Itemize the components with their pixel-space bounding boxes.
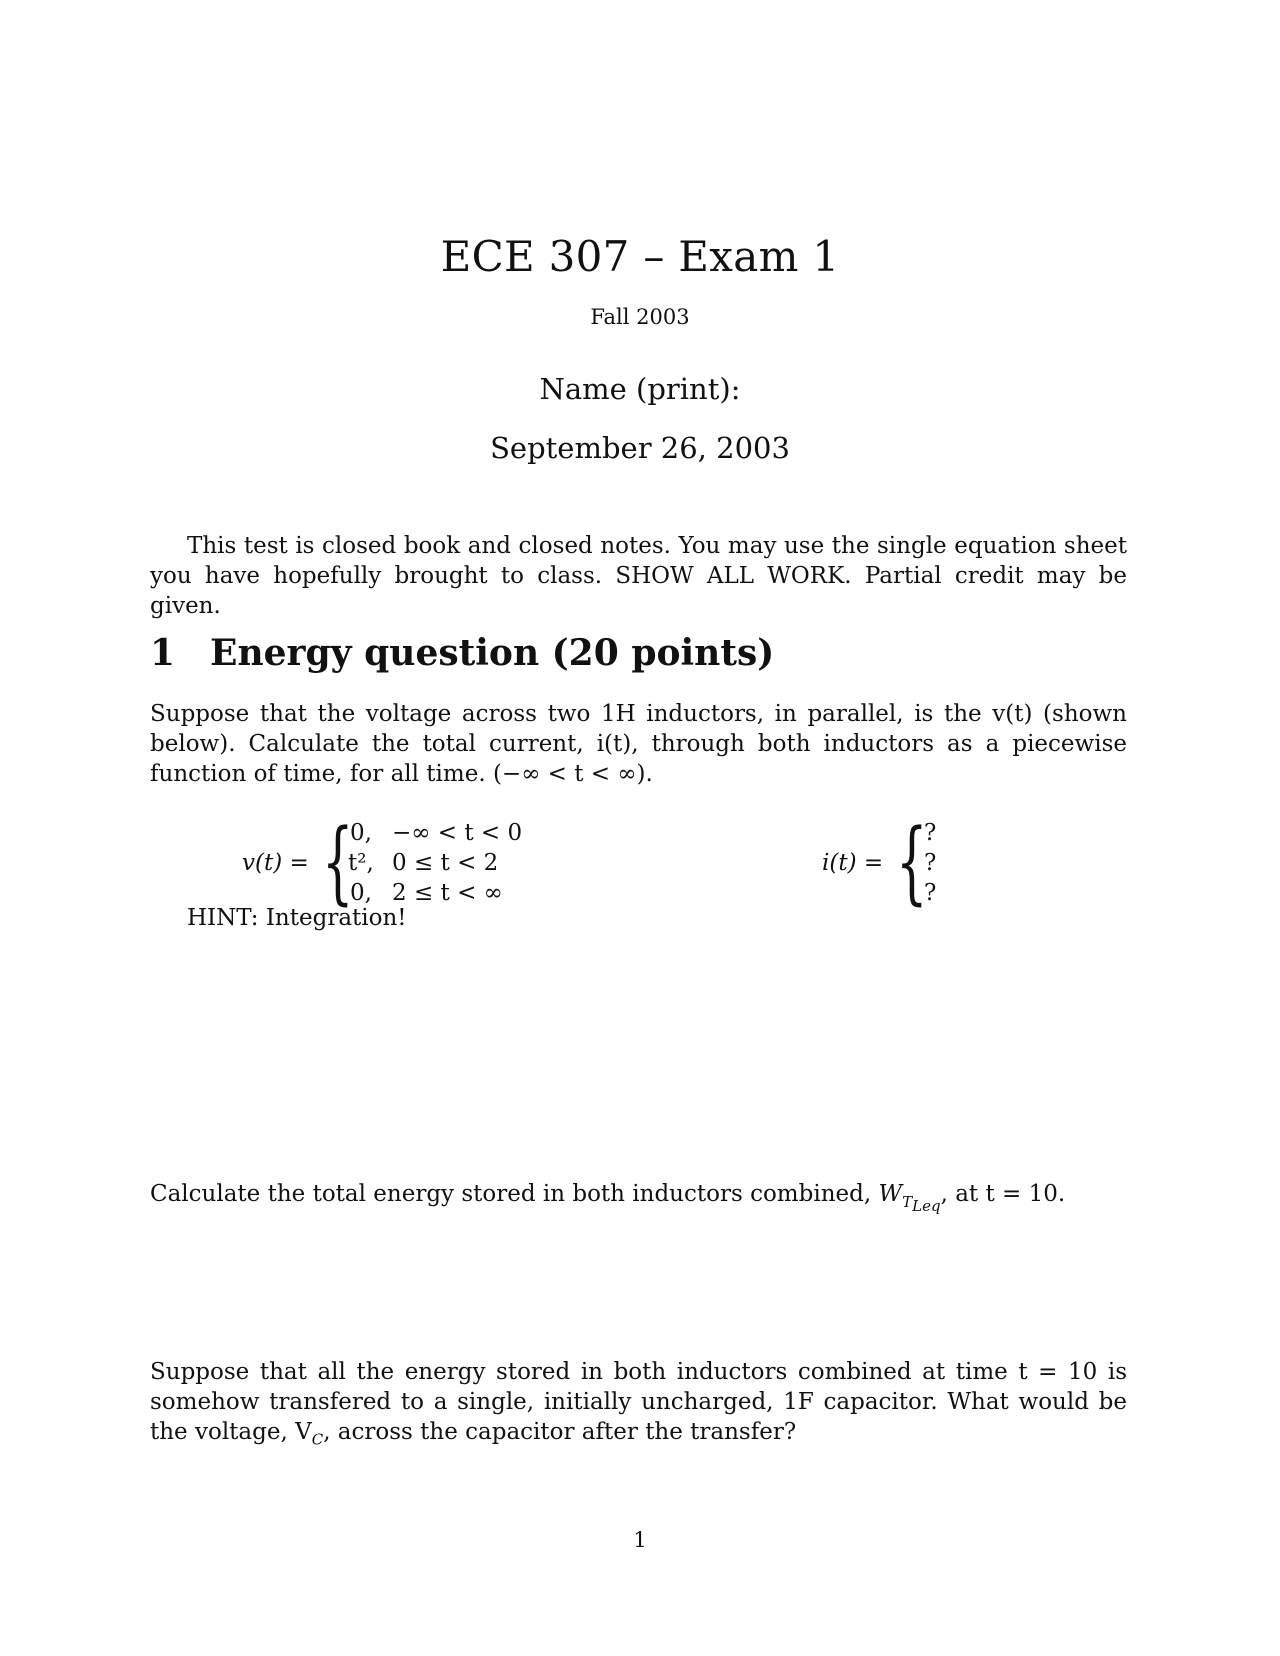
instructions: This test is closed book and closed notes. You may use the single equation sheet you have hopefully brought to class. SHOW ALL WORK. Partial credit may be given. (150, 533, 1127, 619)
voltage-case-3-condition: 2 ≤ t < ∞ (392, 880, 503, 906)
question-2-after: , at t = 10. (940, 1181, 1066, 1207)
current-case-3: ? (924, 880, 937, 906)
voltage-case-3-value: 0, (350, 880, 372, 906)
question-3-after: , across the capacitor after the transfer? (323, 1419, 797, 1445)
question-1-text: Suppose that the voltage across two 1H inductors, in parallel, is the v(t) (shown below). Calculate the total current, i(t), through both inductors as a piecewise function of time, for all time. (−∞ < t < ∞). (150, 701, 1127, 787)
capacitor-voltage-subscript: C (311, 1430, 324, 1449)
voltage-brace: { (322, 810, 354, 915)
current-brace: { (896, 810, 928, 915)
exam-term: Fall 2003 (590, 305, 690, 329)
exam-date: September 26, 2003 (490, 431, 790, 465)
question-3-body: Suppose that all the energy stored in both inductors combined at time t = 10 is somehow transfered to a single, initially uncharged, 1F capacitor. What would be the voltage, V (150, 1359, 1127, 1445)
current-case-1: ? (924, 820, 937, 846)
voltage-case-1-value: 0, (350, 820, 372, 846)
current-lhs: i(t) = (822, 850, 884, 876)
energy-symbol: W (878, 1181, 903, 1207)
current-case-2: ? (924, 850, 937, 876)
question-3-text (150, 1357, 1127, 1455)
voltage-case-1-condition: −∞ < t < 0 (392, 820, 523, 846)
voltage-lhs: v(t) = (242, 850, 309, 876)
exam-title: ECE 307 – Exam 1 (440, 232, 840, 281)
question-2-text (150, 1179, 1127, 1221)
question-2-before: Calculate the total energy stored in both inductors combined, (150, 1181, 879, 1207)
name-line: Name (print): (539, 372, 741, 406)
voltage-case-2-value: t², (348, 850, 374, 876)
page-number: 1 (633, 1528, 647, 1552)
energy-sub-subscript: Leq (912, 1196, 941, 1215)
section-heading (150, 632, 774, 674)
section-number: 1 (150, 632, 176, 674)
section-title: Energy question (20 points) (210, 632, 775, 674)
energy-subscript: T (902, 1192, 913, 1211)
voltage-case-2-condition: 0 ≤ t < 2 (392, 850, 499, 876)
hint-text: HINT: Integration! (187, 905, 407, 931)
current-equation (822, 810, 962, 918)
